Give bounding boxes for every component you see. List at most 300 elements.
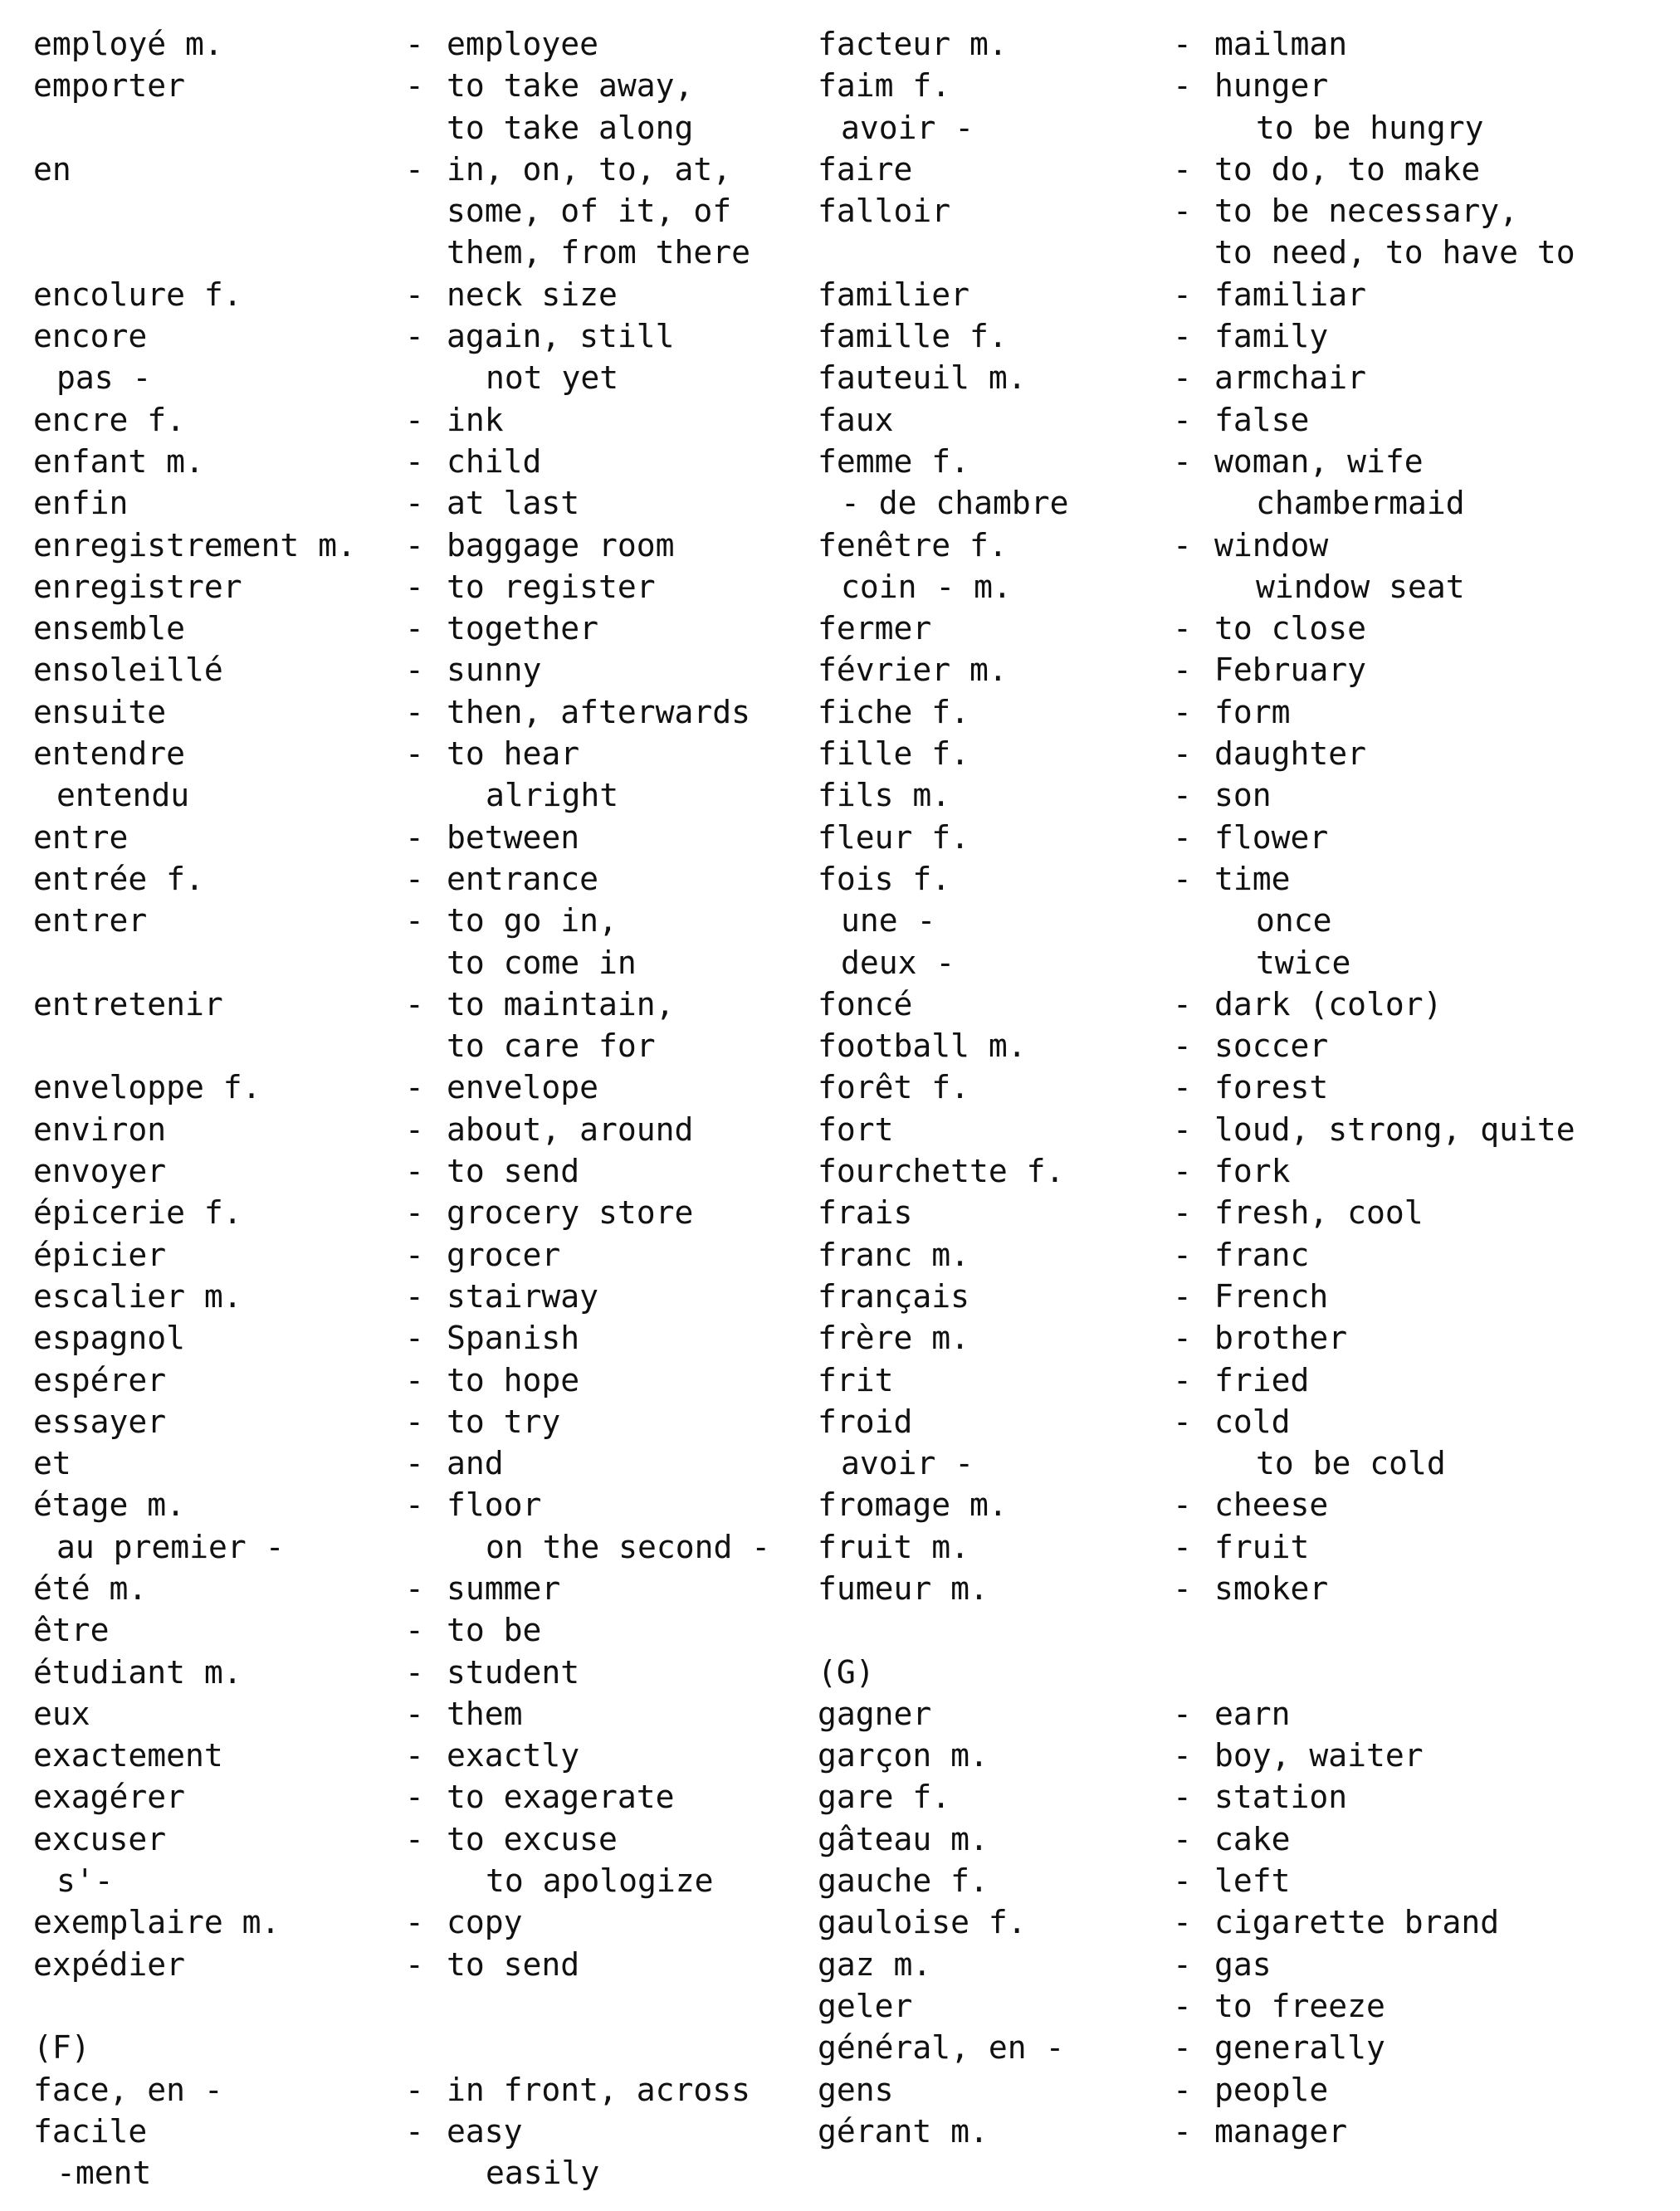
english-translation: to apologize bbox=[486, 1862, 714, 1900]
french-term: entre bbox=[33, 818, 129, 856]
glossary-entry bbox=[33, 983, 809, 1025]
glossary-entry bbox=[33, 274, 809, 315]
french-term: entrée f. bbox=[33, 860, 204, 897]
separator-dash: - bbox=[405, 1194, 424, 1232]
french-term: enfin bbox=[33, 485, 129, 522]
separator-dash: - bbox=[1173, 1528, 1192, 1565]
french-term: gare f. bbox=[818, 1779, 951, 1816]
separator-dash: - bbox=[1173, 1820, 1192, 1857]
glossary-entry bbox=[818, 107, 1664, 149]
french-term: entendre bbox=[33, 735, 186, 773]
french-term: exactement bbox=[33, 1737, 223, 1774]
glossary-entry bbox=[33, 1818, 809, 1860]
french-term: envoyer bbox=[33, 1153, 167, 1190]
french-term: environ bbox=[33, 1110, 167, 1148]
separator-dash: - bbox=[405, 1569, 424, 1607]
french-term: fois f. bbox=[818, 860, 951, 897]
english-translation: brother bbox=[1214, 1320, 1348, 1357]
english-translation: them bbox=[447, 1695, 523, 1732]
glossary-entry bbox=[33, 1652, 809, 1693]
glossary-entry bbox=[33, 1693, 809, 1735]
french-term: franc m. bbox=[818, 1236, 970, 1273]
french-term: encore bbox=[33, 318, 148, 355]
glossary-entry bbox=[33, 1944, 809, 1985]
english-translation: to be necessary, bbox=[1214, 193, 1519, 230]
glossary-entry bbox=[818, 482, 1664, 524]
french-term: étudiant m. bbox=[33, 1653, 242, 1691]
separator-dash: - bbox=[405, 1904, 424, 1941]
english-translation: franc bbox=[1214, 1236, 1310, 1273]
separator-dash: - bbox=[1173, 442, 1192, 480]
english-translation: fruit bbox=[1214, 1528, 1310, 1565]
english-translation: boy, waiter bbox=[1214, 1737, 1424, 1774]
french-term: enregistrement m. bbox=[33, 526, 356, 564]
separator-dash: - bbox=[1173, 1069, 1192, 1106]
separator-dash: - bbox=[1173, 150, 1192, 188]
english-translation: familiar bbox=[1214, 276, 1367, 313]
separator-dash: - bbox=[1173, 1110, 1192, 1148]
separator-dash: - bbox=[1173, 1779, 1192, 1816]
separator-dash: - bbox=[1173, 1862, 1192, 1900]
english-translation: to excuse bbox=[447, 1820, 618, 1857]
separator-dash: - bbox=[405, 1153, 424, 1190]
english-translation: gas bbox=[1214, 1945, 1272, 1983]
french-term: gâteau m. bbox=[818, 1820, 989, 1857]
glossary-entry bbox=[818, 1192, 1664, 1233]
french-term: employé m. bbox=[33, 26, 223, 62]
separator-dash: - bbox=[1173, 1945, 1192, 1983]
english-translation: to be cold bbox=[1256, 1445, 1446, 1482]
glossary-entry bbox=[33, 1192, 809, 1233]
glossary-entry bbox=[33, 232, 809, 273]
separator-dash: - bbox=[405, 1820, 424, 1857]
english-translation: easily bbox=[486, 2155, 600, 2192]
french-term: étage m. bbox=[33, 1486, 186, 1524]
separator-dash: - bbox=[405, 568, 424, 605]
glossary-entry bbox=[33, 1317, 809, 1359]
separator-dash: - bbox=[405, 150, 424, 188]
english-translation: baggage room bbox=[447, 526, 675, 564]
french-term: fromage m. bbox=[818, 1486, 1008, 1524]
french-term: eux bbox=[33, 1695, 90, 1732]
blank-line bbox=[818, 1609, 1664, 1651]
separator-dash: - bbox=[405, 2112, 424, 2150]
french-term: été m. bbox=[33, 1569, 148, 1607]
glossary-entry bbox=[818, 1442, 1664, 1484]
separator-dash: - bbox=[1173, 2112, 1192, 2150]
separator-dash: - bbox=[405, 1236, 424, 1273]
separator-dash: - bbox=[1173, 2071, 1192, 2108]
separator-dash: - bbox=[1173, 1027, 1192, 1065]
french-term: expédier bbox=[33, 1945, 186, 1983]
glossary-entry bbox=[33, 691, 809, 733]
glossary-entry bbox=[33, 1568, 809, 1609]
separator-dash: - bbox=[1173, 818, 1192, 856]
glossary-entry bbox=[33, 942, 809, 983]
french-term: fumeur m. bbox=[818, 1569, 989, 1607]
glossary-entry bbox=[818, 858, 1664, 900]
english-translation: ink bbox=[447, 401, 504, 438]
french-term: exagérer bbox=[33, 1779, 186, 1816]
glossary-entry bbox=[818, 357, 1664, 398]
glossary-entry bbox=[818, 23, 1664, 65]
french-term: faux bbox=[818, 401, 894, 438]
english-translation: neck size bbox=[447, 276, 618, 313]
glossary-entry bbox=[33, 1276, 809, 1317]
french-term: football m. bbox=[818, 1027, 1027, 1065]
glossary-entry bbox=[33, 2152, 809, 2194]
blank-line bbox=[33, 1985, 809, 2027]
english-translation: to go in, bbox=[447, 902, 618, 940]
french-term: enveloppe f. bbox=[33, 1069, 261, 1106]
english-translation: easy bbox=[447, 2112, 523, 2150]
separator-dash: - bbox=[405, 1277, 424, 1315]
separator-dash: - bbox=[1173, 1987, 1192, 2024]
glossary-entry bbox=[33, 525, 809, 566]
english-translation: together bbox=[447, 610, 599, 647]
french-term: pas - bbox=[56, 359, 152, 397]
english-translation: once bbox=[1256, 902, 1332, 940]
separator-dash: - bbox=[405, 693, 424, 730]
english-translation: student bbox=[447, 1653, 580, 1691]
glossary-entry bbox=[33, 399, 809, 441]
glossary-entry bbox=[33, 315, 809, 357]
english-translation: then, afterwards bbox=[447, 693, 751, 730]
english-translation: floor bbox=[447, 1486, 542, 1524]
french-term: face, en - bbox=[33, 2071, 223, 2108]
french-term: gauche f. bbox=[818, 1862, 989, 1900]
separator-dash: - bbox=[405, 1653, 424, 1691]
section-heading bbox=[818, 1652, 1664, 1693]
glossary-entry bbox=[818, 1568, 1664, 1609]
english-translation: some, of it, of bbox=[447, 193, 732, 230]
english-translation: chambermaid bbox=[1256, 485, 1465, 522]
french-term: gaz m. bbox=[818, 1945, 932, 1983]
english-translation: false bbox=[1214, 401, 1310, 438]
french-term: fiche f. bbox=[818, 693, 970, 730]
french-term: falloir bbox=[818, 193, 951, 230]
french-term: fils m. bbox=[818, 777, 951, 814]
english-translation: and bbox=[447, 1445, 504, 1482]
glossary-entry bbox=[33, 1150, 809, 1192]
french-term: fauteuil m. bbox=[818, 359, 1027, 397]
french-term: fille f. bbox=[818, 735, 970, 773]
glossary-entry bbox=[33, 1735, 809, 1776]
separator-dash: - bbox=[1173, 777, 1192, 814]
french-term: forêt f. bbox=[818, 1069, 970, 1106]
glossary-entry bbox=[818, 1735, 1664, 1776]
french-term: enregistrer bbox=[33, 568, 242, 605]
glossary-entry bbox=[33, 107, 809, 149]
french-term: épicier bbox=[33, 1236, 167, 1273]
separator-dash: - bbox=[405, 818, 424, 856]
glossary-entry bbox=[33, 23, 809, 65]
french-term: facteur m. bbox=[818, 26, 1008, 62]
glossary-entry bbox=[33, 649, 809, 691]
french-term: frit bbox=[818, 1361, 894, 1398]
english-translation: sunny bbox=[447, 652, 542, 689]
separator-dash: - bbox=[1173, 610, 1192, 647]
glossary-entry bbox=[818, 441, 1664, 482]
french-term: espagnol bbox=[33, 1320, 186, 1357]
french-term: exemplaire m. bbox=[33, 1904, 281, 1941]
english-translation: window seat bbox=[1256, 568, 1465, 605]
separator-dash: - bbox=[1173, 985, 1192, 1023]
french-term: épicerie f. bbox=[33, 1194, 242, 1232]
english-translation: February bbox=[1214, 652, 1367, 689]
separator-dash: - bbox=[405, 1320, 424, 1357]
french-term: fort bbox=[818, 1110, 894, 1148]
english-translation: to send bbox=[447, 1153, 580, 1190]
french-term: s'- bbox=[56, 1862, 114, 1900]
glossary-entry bbox=[33, 190, 809, 232]
glossary-entry bbox=[818, 649, 1664, 691]
glossary-entry bbox=[818, 1150, 1664, 1192]
french-term: faire bbox=[818, 150, 913, 188]
separator-dash: - bbox=[1173, 1695, 1192, 1732]
glossary-entry bbox=[818, 566, 1664, 608]
separator-dash: - bbox=[405, 610, 424, 647]
separator-dash: - bbox=[405, 401, 424, 438]
separator-dash: - bbox=[405, 67, 424, 105]
english-translation: again, still bbox=[447, 318, 675, 355]
glossary-entry bbox=[818, 900, 1664, 941]
english-translation: to try bbox=[447, 1403, 561, 1440]
french-term: une - bbox=[841, 902, 936, 940]
english-translation: smoker bbox=[1214, 1569, 1329, 1607]
english-translation: twice bbox=[1256, 944, 1351, 981]
separator-dash: - bbox=[405, 2071, 424, 2108]
separator-dash: - bbox=[1173, 1320, 1192, 1357]
glossary-entry bbox=[818, 1484, 1664, 1525]
glossary-entry bbox=[33, 1234, 809, 1276]
separator-dash: - bbox=[1173, 26, 1192, 62]
separator-dash: - bbox=[405, 1695, 424, 1732]
english-translation: form bbox=[1214, 693, 1291, 730]
separator-dash: - bbox=[1173, 735, 1192, 773]
french-term: - de chambre bbox=[841, 485, 1069, 522]
english-translation: forest bbox=[1214, 1069, 1329, 1106]
english-translation: daughter bbox=[1214, 735, 1367, 773]
glossary-entry bbox=[33, 482, 809, 524]
separator-dash: - bbox=[405, 442, 424, 480]
french-term: espérer bbox=[33, 1361, 167, 1398]
glossary-entry bbox=[33, 858, 809, 900]
english-translation: mailman bbox=[1214, 26, 1348, 62]
separator-dash: - bbox=[405, 860, 424, 897]
french-term: faim f. bbox=[818, 67, 951, 105]
french-term: français bbox=[818, 1277, 970, 1315]
english-translation: soccer bbox=[1214, 1027, 1329, 1065]
separator-dash: - bbox=[405, 1110, 424, 1148]
english-translation: cigarette brand bbox=[1214, 1904, 1500, 1941]
english-translation: alright bbox=[486, 777, 619, 814]
french-term: froid bbox=[818, 1403, 913, 1440]
english-translation: time bbox=[1214, 860, 1291, 897]
english-translation: copy bbox=[447, 1904, 523, 1941]
english-translation: people bbox=[1214, 2071, 1329, 2108]
section-heading bbox=[33, 2027, 809, 2068]
english-translation: in front, across bbox=[447, 2071, 751, 2108]
glossary-entry bbox=[33, 1401, 809, 1442]
english-translation: to hear bbox=[447, 735, 580, 773]
separator-dash: - bbox=[1173, 1904, 1192, 1941]
glossary-entry bbox=[33, 149, 809, 190]
english-translation: flower bbox=[1214, 818, 1329, 856]
english-translation: left bbox=[1214, 1862, 1291, 1900]
english-translation: between bbox=[447, 818, 580, 856]
glossary-entry bbox=[818, 149, 1664, 190]
separator-dash: - bbox=[1173, 1486, 1192, 1524]
english-translation: hunger bbox=[1214, 67, 1329, 105]
glossary-entry bbox=[33, 65, 809, 106]
english-translation: to care for bbox=[447, 1027, 656, 1065]
english-translation: in, on, to, at, bbox=[447, 150, 732, 188]
separator-dash: - bbox=[1173, 860, 1192, 897]
french-term: au premier - bbox=[56, 1528, 285, 1565]
french-term: et bbox=[33, 1445, 71, 1482]
french-term: famille f. bbox=[818, 318, 1008, 355]
english-translation: entrance bbox=[447, 860, 599, 897]
glossary-entry bbox=[33, 733, 809, 774]
french-term: entretenir bbox=[33, 985, 223, 1023]
english-translation: Spanish bbox=[447, 1320, 580, 1357]
glossary-entry bbox=[818, 1901, 1664, 1943]
french-term: fleur f. bbox=[818, 818, 970, 856]
french-term: encre f. bbox=[33, 401, 186, 438]
french-term: février m. bbox=[818, 652, 1008, 689]
english-translation: cake bbox=[1214, 1820, 1291, 1857]
glossary-entry bbox=[33, 1484, 809, 1525]
glossary-entry bbox=[33, 441, 809, 482]
english-translation: woman, wife bbox=[1214, 442, 1424, 480]
glossary-entry bbox=[818, 2069, 1664, 2111]
separator-dash: - bbox=[1173, 1153, 1192, 1190]
english-translation: to hope bbox=[447, 1361, 580, 1398]
english-translation: armchair bbox=[1214, 359, 1367, 397]
english-translation: envelope bbox=[447, 1069, 599, 1106]
english-translation: to come in bbox=[447, 944, 637, 981]
glossary-entry bbox=[818, 315, 1664, 357]
glossary-entry bbox=[818, 1944, 1664, 1985]
glossary-entry bbox=[33, 1526, 809, 1568]
french-term: gérant m. bbox=[818, 2112, 989, 2150]
glossary-entry bbox=[818, 691, 1664, 733]
english-translation: to be bbox=[447, 1612, 542, 1649]
english-translation: child bbox=[447, 442, 542, 480]
glossary-entry bbox=[33, 1025, 809, 1066]
glossary-entry bbox=[818, 232, 1664, 273]
glossary-entry bbox=[818, 2027, 1664, 2068]
separator-dash: - bbox=[1173, 2029, 1192, 2067]
french-term: frais bbox=[818, 1194, 913, 1232]
glossary-entry bbox=[33, 1109, 809, 1150]
french-term: fenêtre f. bbox=[818, 526, 1008, 564]
french-term: avoir - bbox=[841, 109, 974, 146]
french-term: ensemble bbox=[33, 610, 186, 647]
separator-dash: - bbox=[405, 1486, 424, 1524]
separator-dash: - bbox=[405, 318, 424, 355]
glossary-entry bbox=[818, 1359, 1664, 1401]
separator-dash: - bbox=[405, 1945, 424, 1983]
french-term: femme f. bbox=[818, 442, 970, 480]
french-term: foncé bbox=[818, 985, 913, 1023]
glossary-entry bbox=[33, 2069, 809, 2111]
english-translation: to maintain, bbox=[447, 985, 675, 1023]
english-translation: on the second - bbox=[486, 1528, 771, 1565]
french-term: fourchette f. bbox=[818, 1153, 1065, 1190]
french-term: escalier m. bbox=[33, 1277, 242, 1315]
glossary-entry bbox=[33, 817, 809, 858]
separator-dash: - bbox=[405, 1612, 424, 1649]
french-term: familier bbox=[818, 276, 970, 313]
glossary-entry bbox=[818, 774, 1664, 816]
english-translation: about, around bbox=[447, 1110, 694, 1148]
separator-dash: - bbox=[1173, 193, 1192, 230]
english-translation: son bbox=[1214, 777, 1272, 814]
french-term: gauloise f. bbox=[818, 1904, 1027, 1941]
separator-dash: - bbox=[405, 1361, 424, 1398]
english-translation: not yet bbox=[486, 359, 619, 397]
separator-dash: - bbox=[1173, 401, 1192, 438]
english-translation: dark (color) bbox=[1214, 985, 1443, 1023]
separator-dash: - bbox=[405, 1779, 424, 1816]
glossary-entry bbox=[818, 1025, 1664, 1066]
separator-dash: - bbox=[1173, 1277, 1192, 1315]
separator-dash: - bbox=[1173, 693, 1192, 730]
separator-dash: - bbox=[1173, 276, 1192, 313]
english-translation: to do, to make bbox=[1214, 150, 1481, 188]
separator-dash: - bbox=[405, 26, 424, 62]
glossary-entry bbox=[818, 983, 1664, 1025]
english-translation: summer bbox=[447, 1569, 561, 1607]
separator-dash: - bbox=[1173, 67, 1192, 105]
english-translation: them, from there bbox=[447, 234, 751, 271]
glossary-entry bbox=[818, 817, 1664, 858]
english-translation: cold bbox=[1214, 1403, 1291, 1440]
english-translation: grocer bbox=[447, 1236, 561, 1273]
separator-dash: - bbox=[405, 485, 424, 522]
english-translation: window bbox=[1214, 526, 1329, 564]
french-term: excuser bbox=[33, 1820, 167, 1857]
glossary-entry bbox=[33, 608, 809, 649]
english-translation: to take away, bbox=[447, 67, 694, 105]
french-term: en bbox=[33, 150, 71, 188]
french-term: fruit m. bbox=[818, 1528, 970, 1565]
glossary-entry bbox=[33, 1066, 809, 1108]
glossary-right-column bbox=[818, 23, 1664, 2152]
english-translation: to close bbox=[1214, 610, 1367, 647]
french-term: frère m. bbox=[818, 1320, 970, 1357]
english-translation: to register bbox=[447, 568, 656, 605]
separator-dash: - bbox=[405, 652, 424, 689]
glossary-entry bbox=[818, 733, 1664, 774]
glossary-entry bbox=[33, 1901, 809, 1943]
english-translation: manager bbox=[1214, 2112, 1348, 2150]
english-translation: family bbox=[1214, 318, 1329, 355]
english-translation: station bbox=[1214, 1779, 1348, 1816]
separator-dash: - bbox=[405, 735, 424, 773]
english-translation: to need, to have to bbox=[1214, 234, 1575, 271]
separator-dash: - bbox=[405, 902, 424, 940]
glossary-entry bbox=[818, 1985, 1664, 2027]
glossary-entry bbox=[33, 357, 809, 398]
separator-dash: - bbox=[405, 276, 424, 313]
glossary-entry bbox=[33, 2111, 809, 2152]
english-translation: to send bbox=[447, 1945, 580, 1983]
glossary-entry bbox=[818, 608, 1664, 649]
french-term: ensuite bbox=[33, 693, 167, 730]
